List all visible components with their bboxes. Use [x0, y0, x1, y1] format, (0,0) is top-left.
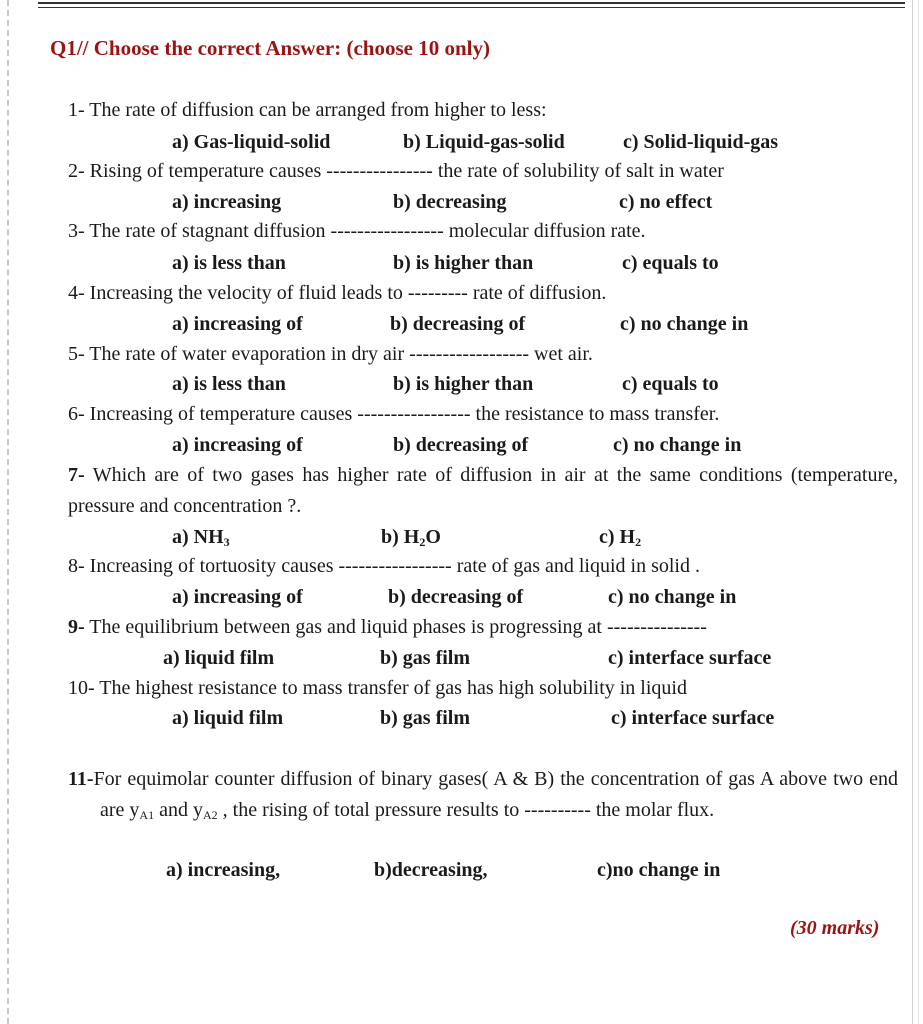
q4-option-a: a) increasing of [172, 313, 303, 335]
q7-option-a: a) $NH_3$ [172, 526, 230, 549]
q10-option-b: b) gas film [380, 707, 470, 729]
question-5: 5- The rate of water evaporation in dry air ------------------ wet air. [68, 343, 593, 365]
q8-option-b: b) decreasing of [388, 586, 524, 608]
q9-option-a: a) liquid film [163, 647, 275, 669]
question-4: 4- Increasing the velocity of fluid leads to --------- rate of diffusion. [68, 282, 607, 304]
q9-option-c: c) interface surface [608, 647, 772, 669]
q10-option-a: a) liquid film [172, 707, 284, 729]
question-8: 8- Increasing of tortuosity causes ----------------- rate of gas and liquid in solid . [68, 555, 700, 577]
q10-option-c: c) interface surface [611, 707, 775, 729]
right-margin-rule [912, 0, 913, 1024]
q11-option-b: b)decreasing, [374, 859, 488, 881]
top-border-thin [38, 7, 905, 8]
q4-option-b: b) decreasing of [390, 313, 526, 335]
top-border-thick [38, 2, 905, 4]
q5-option-c: c) equals to [622, 373, 719, 395]
question-3: 3- The rate of stagnant diffusion ----------------- molecular diffusion rate. [68, 220, 646, 242]
left-margin-rule [7, 0, 9, 1024]
q7-option-c: c) $H_2$ [599, 526, 642, 549]
q6-option-c: c) no change in [613, 434, 742, 456]
q3-option-a: a) is less than [172, 252, 286, 274]
q6-option-a: a) increasing of [172, 434, 303, 456]
q8-option-a: a) increasing of [172, 586, 303, 608]
q8-option-c: c) no change in [608, 586, 737, 608]
q2-option-b: b) decreasing [393, 191, 507, 213]
q11-option-a: a) increasing, [166, 859, 281, 881]
q2-option-c: c) no effect [619, 191, 713, 213]
question-heading: Q1// Choose the correct Answer: (choose 10 only) [50, 36, 490, 60]
q1-option-c: c) Solid-liquid-gas [623, 131, 779, 153]
q11-option-c: c)no change in [597, 859, 721, 881]
question-7 [68, 460, 898, 522]
q3-option-c: c) equals to [622, 252, 719, 274]
q9-option-b: b) gas film [380, 647, 470, 669]
q6-option-b: b) decreasing of [393, 434, 529, 456]
q7-option-b: b) $H_2O$ [381, 526, 441, 549]
q3-option-b: b) is higher than [393, 252, 534, 274]
marks-label: (30 marks) [790, 917, 880, 939]
q1-option-b: b) Liquid-gas-solid [403, 131, 565, 153]
q1-option-a: a) Gas-liquid-solid [172, 131, 331, 153]
q2-option-a: a) increasing [172, 191, 282, 213]
question-10: 10- The highest resistance to mass transfer of gas has high solubility in liquid [68, 677, 687, 699]
q5-option-a: a) is less than [172, 373, 286, 395]
question-7-text: Which are of two gases has higher rate of diffusion in air at the same conditions (temperature, pressure and concentration ?. [68, 464, 898, 517]
question-6: 6- Increasing of temperature causes ----------------- the resistance to mass transfer. [68, 403, 720, 425]
q5-option-b: b) is higher than [393, 373, 534, 395]
question-1: 1- The rate of diffusion can be arranged from higher to less: [68, 99, 547, 121]
right-margin-rule-outer [918, 0, 919, 1024]
q4-option-c: c) no change in [620, 313, 749, 335]
question-9: 9- The equilibrium between gas and liquid phases is progressing at --------------- [68, 616, 707, 638]
question-11: 11-For equimolar counter diffusion of binary gases( A & B) the concentration of gas A above two end are $y_{A1}$ and $y_{A2}$ , the rising of total pressure results to ---------- the molar flux. [68, 768, 898, 822]
question-2: 2- Rising of temperature causes ---------------- the rate of solubility of salt in water [68, 160, 724, 182]
question-7-number: 7- [68, 464, 85, 486]
